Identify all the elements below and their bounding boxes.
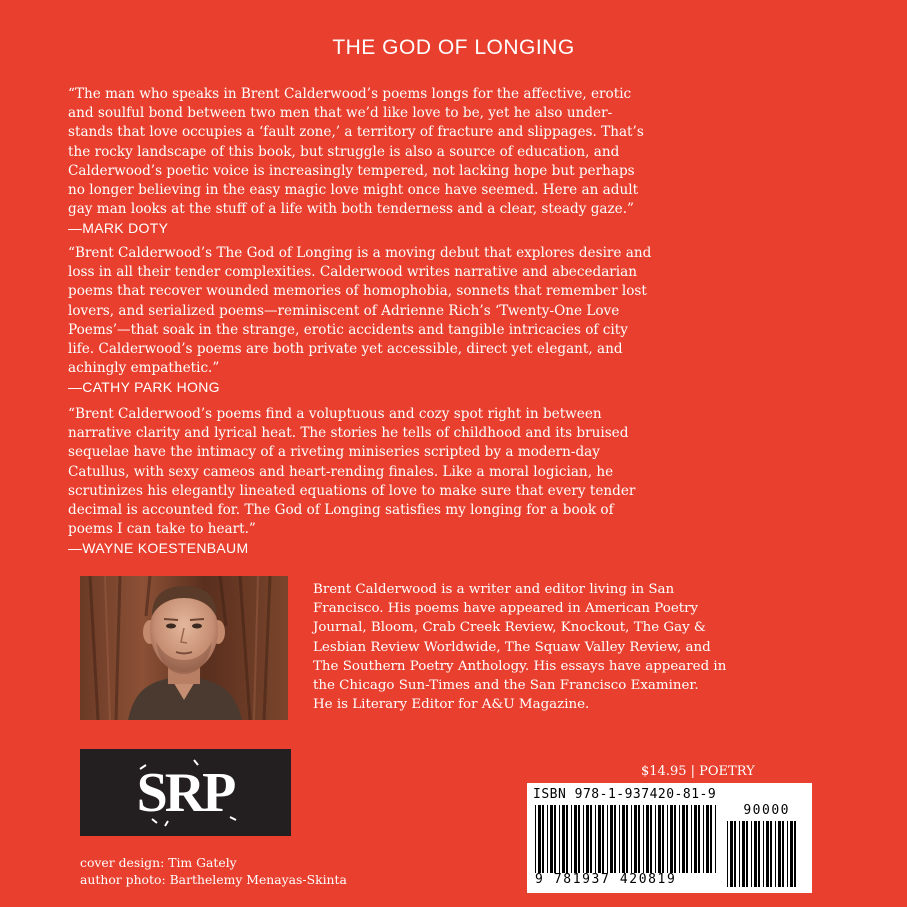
blurb-line: poems I can take to heart.” bbox=[68, 521, 256, 538]
barcode-bar bbox=[610, 805, 613, 873]
barcode-bar bbox=[542, 805, 544, 873]
barcode-bar bbox=[655, 805, 656, 873]
barcode-bar bbox=[727, 821, 728, 887]
blurb-cathy-park-hong bbox=[68, 244, 808, 397]
author-bio bbox=[313, 580, 823, 714]
barcode-bar bbox=[775, 821, 776, 887]
publisher-logo bbox=[80, 749, 291, 836]
author-photo-illustration bbox=[80, 576, 288, 720]
book-title: THE GOD OF LONGING bbox=[332, 36, 575, 59]
barcode-bar bbox=[703, 805, 704, 873]
barcode-bar bbox=[686, 805, 688, 873]
srp-logo-mark bbox=[80, 749, 291, 836]
logo-text: SRP bbox=[136, 762, 234, 824]
cover-design-credit: cover design: Tim Gately bbox=[80, 855, 237, 870]
barcode-bar bbox=[566, 805, 568, 873]
barcode-bar bbox=[562, 805, 565, 873]
barcode-bar bbox=[734, 821, 736, 887]
blurb-line: scrutinizes his elegantly lineated equations of love to make sure that every tender bbox=[68, 482, 636, 499]
barcode-bar bbox=[622, 805, 625, 873]
barcode-bar bbox=[763, 821, 764, 887]
barcode-bar bbox=[634, 805, 637, 873]
blurb-attribution: —CATHY PARK HONG bbox=[68, 379, 220, 396]
price-category: $14.95 | POETRY bbox=[641, 764, 755, 779]
blurb-attribution: —WAYNE KOESTENBAUM bbox=[68, 540, 249, 557]
barcode-bar bbox=[598, 805, 601, 873]
bio-line: Francisco. His poems have appeared in American Poetry bbox=[313, 601, 699, 617]
barcode-bar bbox=[794, 821, 796, 887]
blurb-line: “The man who speaks in Brent Calderwood’s poems longs for the affective, erotic bbox=[68, 86, 632, 102]
price-code: 90000 bbox=[743, 803, 790, 818]
blurb-wayne-koestenbaum bbox=[68, 405, 808, 558]
barcode-bar bbox=[782, 821, 784, 887]
isbn-number: ISBN 978-1-937420-81-9 bbox=[533, 787, 717, 802]
barcode-bar bbox=[559, 805, 560, 873]
barcode-bar bbox=[679, 805, 680, 873]
barcode-bar bbox=[770, 821, 772, 887]
barcode-bar bbox=[650, 805, 652, 873]
barcode-bar bbox=[742, 821, 745, 887]
barcode-bar bbox=[667, 805, 668, 873]
barcode-bar bbox=[550, 805, 553, 873]
barcode-bar bbox=[554, 805, 556, 873]
barcode-bar bbox=[751, 821, 752, 887]
blurb-line: achingly empathetic.” bbox=[68, 360, 220, 377]
blurb-line: Catullus, with sexy cameos and heart-rending finales. Like a moral logician, he bbox=[68, 463, 614, 480]
barcode-bar bbox=[574, 805, 577, 873]
blurb-mark-doty bbox=[68, 85, 808, 238]
barcode-bar bbox=[674, 805, 676, 873]
barcode-bar bbox=[766, 821, 769, 887]
blurb-line: decimal is accounted for. The God of Longing satisfies my longing for a book of bbox=[68, 502, 614, 519]
barcode-bar bbox=[547, 805, 548, 873]
barcode-bar bbox=[710, 805, 712, 873]
barcode-bar bbox=[691, 805, 692, 873]
blurb-line: Calderwood’s poetic voice is increasingly tempered, not lacking hope but perhaps bbox=[68, 162, 635, 179]
barcode-bar bbox=[739, 821, 740, 887]
blurb-line: gay man looks at the stuff of a life with both tenderness and a clear, steady gaze.” bbox=[68, 201, 634, 218]
blurb-line: and soulful bond between two men that we’d like love to be, yet he also under- bbox=[68, 105, 613, 122]
barcode-bar bbox=[706, 805, 709, 873]
blurb-line: stands that love occupies a ‘fault zone,’ a territory of fracture and slippages. That’s bbox=[68, 124, 644, 141]
barcode-bar bbox=[607, 805, 608, 873]
blurb-line: “Brent Calderwood’s poems find a voluptuous and cozy spot right in between bbox=[68, 406, 602, 422]
blurb-attribution: —MARK DOTY bbox=[68, 220, 169, 237]
ean-digits: 9 781937 420819 bbox=[535, 872, 677, 887]
barcode-bar bbox=[578, 805, 580, 873]
barcode-bar bbox=[643, 805, 644, 873]
barcode-bar bbox=[638, 805, 640, 873]
blurb-line: loss in all their tender complexities. Calderwood writes narrative and abecedarian bbox=[68, 264, 638, 281]
barcode-bar bbox=[758, 821, 760, 887]
blurb-line: the rocky landscape of this book, but struggle is also a source of education, and bbox=[68, 143, 620, 160]
barcode-bar bbox=[571, 805, 572, 873]
barcode-bar bbox=[658, 805, 661, 873]
blurb-line: life. Calderwood’s poems are both private yet accessible, direct yet elegant, and bbox=[68, 341, 623, 358]
barcode-bar bbox=[602, 805, 604, 873]
barcode-bar bbox=[583, 805, 584, 873]
credits bbox=[80, 854, 347, 888]
barcode-bar bbox=[790, 821, 793, 887]
barcode-bar bbox=[730, 821, 733, 887]
blurb-line: “Brent Calderwood’s The God of Longing is a moving debut that explores desire and bbox=[68, 245, 652, 261]
barcode-bar bbox=[698, 805, 700, 873]
barcode-bar bbox=[787, 821, 788, 887]
bio-line: the Chicago Sun-Times and the San Francisco Examiner. bbox=[313, 678, 699, 694]
blurb-line: lovers, and serialized poems—reminiscent of Adrienne Rich’s ‘Twenty-One Love bbox=[68, 302, 620, 319]
barcode-bar bbox=[646, 805, 649, 873]
blurb-line: sequelae have the intimacy of a riveting miniseries scripted by a modern-day bbox=[68, 444, 600, 461]
barcode-bar bbox=[595, 805, 596, 873]
blurb-line: no longer believing in the easy magic love might once have seemed. Here an adult bbox=[68, 182, 639, 199]
barcode-bar bbox=[715, 805, 716, 873]
barcode-bar bbox=[538, 805, 541, 873]
barcode-bar bbox=[778, 821, 781, 887]
barcode-bar bbox=[694, 805, 697, 873]
bio-line: Journal, Bloom, Crab Creek Review, Knockout, The Gay & bbox=[313, 620, 706, 636]
barcode-bar bbox=[626, 805, 628, 873]
bio-line: He is Literary Editor for A&U Magazine. bbox=[313, 697, 590, 713]
barcode-bar bbox=[746, 821, 748, 887]
barcode-bar bbox=[670, 805, 673, 873]
barcode-bar bbox=[586, 805, 589, 873]
blurb-line: Poems’—that soak in the strange, erotic accidents and tangible intricacies of city bbox=[68, 321, 628, 338]
barcode-bar bbox=[619, 805, 620, 873]
barcode-bar bbox=[590, 805, 592, 873]
author-photo-credit: author photo: Barthelemy Menayas-Skinta bbox=[80, 872, 347, 887]
barcode-bar bbox=[535, 805, 536, 873]
isbn-barcode-box bbox=[527, 783, 812, 893]
barcode-bar bbox=[754, 821, 757, 887]
bio-line: Brent Calderwood is a writer and editor living in San bbox=[313, 582, 675, 597]
barcode-bar bbox=[631, 805, 632, 873]
barcode-bar bbox=[614, 805, 616, 873]
bio-line: The Southern Poetry Anthology. His essays have appeared in bbox=[313, 658, 727, 674]
barcode-bar bbox=[682, 805, 685, 873]
bio-line: Lesbian Review Worldwide, The Squaw Valley Review, and bbox=[313, 639, 711, 655]
blurb-line: poems that recover wounded memories of homophobia, sonnets that remember lost bbox=[68, 283, 647, 300]
blurb-line: narrative clarity and lyrical heat. The stories he tells of childhood and its bruised bbox=[68, 425, 629, 442]
barcode-bar bbox=[662, 805, 664, 873]
author-photo bbox=[80, 576, 288, 720]
